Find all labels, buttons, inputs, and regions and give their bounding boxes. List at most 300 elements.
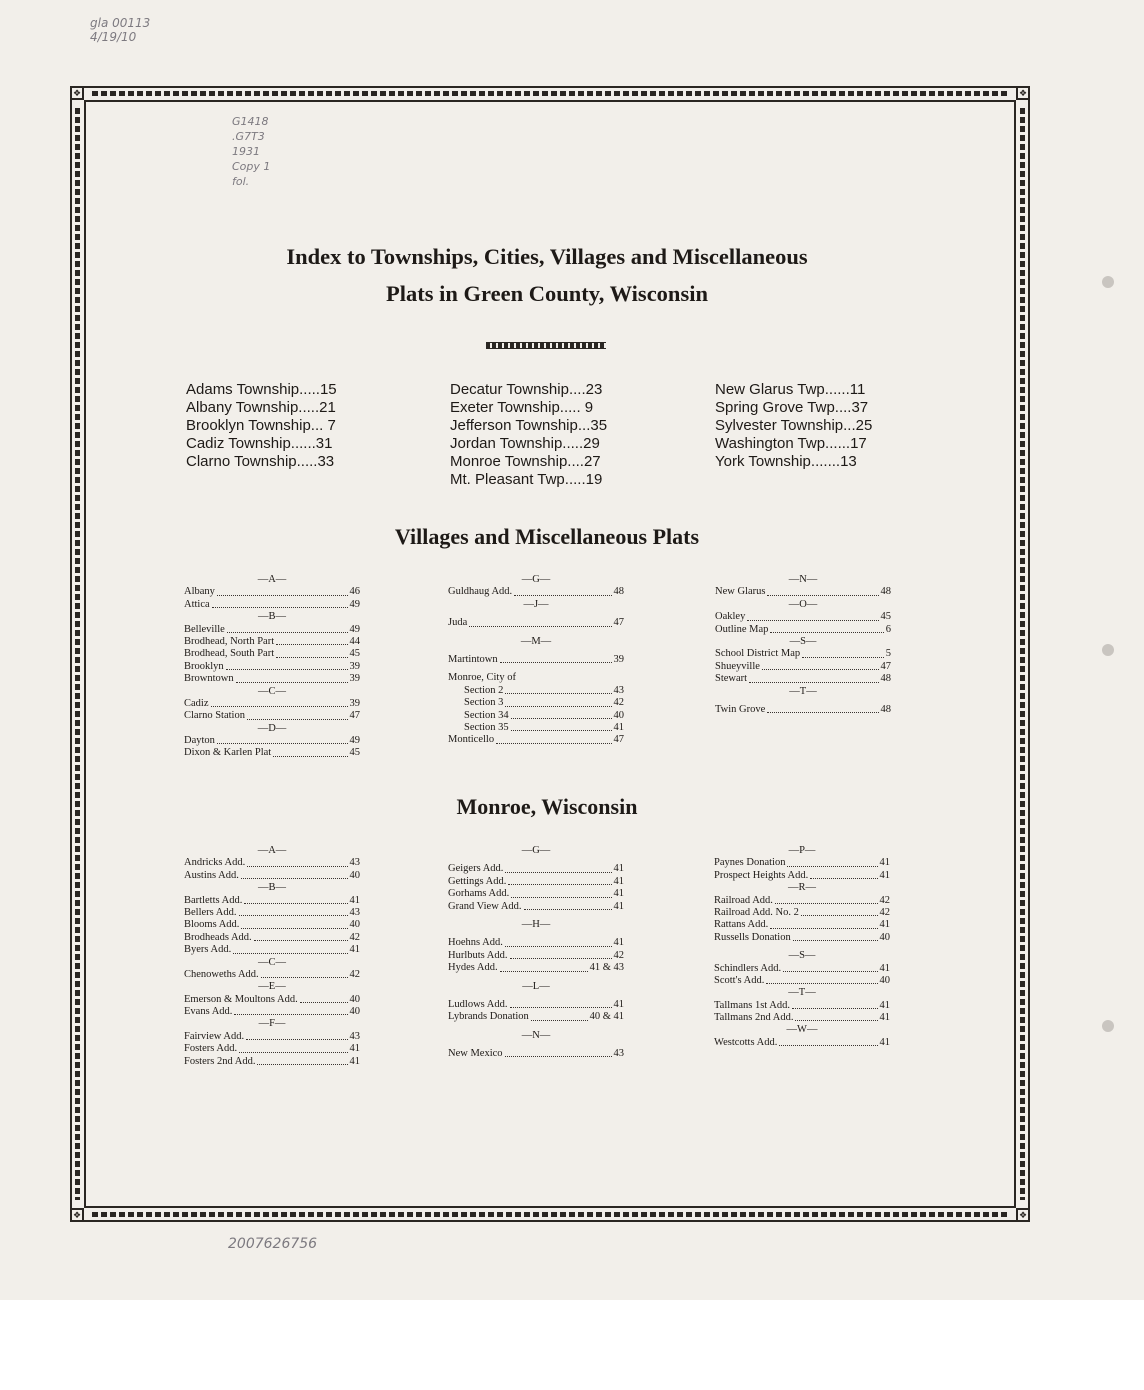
township-entry: Jordan Township.....29 [450,435,600,452]
dot-leader [801,907,878,916]
dot-leader [779,1037,877,1046]
entry-page-number: 45 [880,611,891,623]
letter-heading: —S— [789,635,817,647]
index-entry [184,599,360,611]
entry-page-number: 41 [349,1043,360,1055]
dot-leader [234,1006,347,1015]
entry-name: Evans Add. [184,1006,233,1018]
border-chain-top [92,91,1008,96]
villages-heading: Villages and Miscellaneous Plats [394,524,700,549]
letter-heading: —D— [257,722,287,734]
entry-page-number: 41 [613,998,624,1010]
letter-heading: —M— [520,635,552,647]
entry-name: Juda [448,617,468,629]
dot-leader [500,962,588,971]
index-entry [715,704,891,716]
entry-name: Brooklyn [184,660,224,672]
index-entry [184,624,360,636]
dot-leader [246,1031,347,1040]
index-entry [714,907,890,919]
index-entry [714,1012,890,1024]
dot-leader [514,586,611,595]
index-entry [184,919,360,931]
entry-name: Railroad Add. [714,894,773,906]
entry-page-number: 48 [880,586,891,598]
entry-name: Shueyville [715,660,760,672]
index-entry [448,937,624,949]
corner-ornament-icon: ❖ [1016,1208,1030,1222]
dot-leader [239,1043,347,1052]
entry-page-number: 44 [349,635,360,647]
entry-name: Twin Grove [715,703,766,715]
entry-name: Guldhaug Add. [448,586,513,598]
index-entry [448,734,624,746]
dot-leader [770,919,877,928]
entry-name: Westcotts Add. [714,1036,778,1048]
letter-heading: —B— [257,882,286,894]
index-entry [448,876,624,888]
dot-leader [510,950,612,959]
letter-heading: —O— [788,598,818,610]
entry-name: Ludlows Add. [448,998,508,1010]
entry-page-number: 40 [879,931,890,943]
entry-name: School District Map [715,648,801,660]
monroe-column-1 [184,845,360,1068]
index-entry [184,1031,360,1043]
entry-name: Albany [184,586,215,598]
dot-leader [747,611,878,620]
index-entry [184,944,360,956]
index-entry [184,1006,360,1018]
dot-leader [247,710,348,719]
index-entry [184,673,360,685]
letter-heading: —A— [257,845,287,856]
dot-leader [508,876,611,885]
dot-leader [505,863,611,872]
dot-leader [767,586,878,595]
entry-name: Lybrands Donation [448,1011,529,1023]
entry-page-number: 5 [885,648,891,660]
binder-hole [1102,1020,1114,1032]
index-entry [448,1048,624,1060]
index-entry [184,698,360,710]
entry-page-number: 39 [349,673,360,685]
entry-name: Hydes Add. [448,962,498,974]
index-entry [184,735,360,747]
index-entry [184,747,360,759]
letter-heading: —N— [521,1029,551,1041]
dot-leader [236,673,348,682]
entry-name: Cadiz [184,697,209,709]
index-entry [715,624,891,636]
dot-leader [511,710,612,719]
index-entry [184,1043,360,1055]
accession-date: 4/19/10 [90,30,137,45]
dot-leader [787,857,877,866]
dot-leader [793,932,878,941]
township-entry: New Glarus Twp......11 [715,381,866,398]
entry-name: Schindlers Add. [714,962,782,974]
entry-page-number: 48 [880,703,891,715]
border-chain-left [75,108,80,1200]
entry-page-number: 41 [613,863,624,875]
dot-leader [247,857,347,866]
entry-page-number: 47 [349,710,360,722]
border-chain-right [1020,108,1025,1200]
entry-name: Dixon & Karlen Plat [184,747,272,759]
township-column-2 [450,381,607,489]
entry-name: Austins Add. [184,869,239,881]
entry-page-number: 39 [613,653,624,665]
entry-page-number: 48 [880,673,891,685]
entry-page-number: 41 [349,894,360,906]
index-entry [448,1011,624,1023]
dot-leader [254,932,348,941]
index-entry [714,963,890,975]
dot-leader [795,1012,877,1021]
villages-column-1 [184,574,360,760]
index-entry [448,685,624,697]
handwritten-catalog-number: 2007626756 [228,1236,318,1252]
index-entry [184,895,360,907]
dot-leader [524,901,612,910]
letter-heading: —C— [257,685,286,697]
entry-name: Gettings Add. [448,875,507,887]
entry-name: Gorhams Add. [448,888,510,900]
dot-leader [241,870,348,879]
entry-name: Russells Donation [714,931,791,943]
dot-leader [770,624,883,633]
entry-name: Blooms Add. [184,919,240,931]
entry-page-number: 41 [613,888,624,900]
entry-name: Stewart [715,673,748,685]
entry-page-number: 41 [879,919,890,931]
entry-name: Brodheads Add. [184,931,252,943]
call-number-line: Copy 1 [232,160,271,173]
index-entry [184,857,360,869]
entry-name: Grand View Add. [448,900,522,912]
entry-name: Martintown [448,653,498,665]
index-entry [448,586,624,598]
entry-page-number: 40 [613,709,624,721]
index-entry [448,999,624,1011]
entry-page-number: 39 [349,660,360,672]
dot-leader [217,586,348,595]
entry-name: Chenoweths Add. [184,968,259,980]
entry-name: Monticello [448,734,495,746]
index-entry [715,661,891,673]
entry-name: Section 34 [464,709,509,721]
binder-hole [1102,644,1114,656]
entry-name: Browntown [184,673,234,685]
township-entry: Jefferson Township...35 [450,417,608,434]
township-entry: Mt. Pleasant Twp.....19 [450,471,603,488]
villages-column-2 [448,574,624,747]
index-entry [184,870,360,882]
entry-page-number: 41 [349,1055,360,1067]
index-entry [715,673,891,685]
entry-name: Oakley [715,611,746,623]
index-entry [714,895,890,907]
entry-page-number: 43 [349,1030,360,1042]
entry-page-number: 49 [349,623,360,635]
call-number-note [232,115,270,190]
entry-name: Paynes Donation [714,857,786,869]
entry-page-number: 43 [349,906,360,918]
entry-name: Outline Map [715,623,769,635]
entry-page-number: 41 [879,869,890,881]
entry-page-number: 42 [613,949,624,961]
dot-leader [212,599,348,608]
entry-name: Brodhead, South Part [184,648,275,660]
entry-page-number: 47 [880,660,891,672]
index-entry [448,962,624,974]
dot-leader [783,963,877,972]
entry-page-number: 41 [879,1036,890,1048]
corner-ornament-icon: ❖ [70,86,84,100]
monroe-column-2 [448,845,624,1060]
letter-heading: —T— [789,685,817,697]
pencil-accession-note [90,16,150,45]
township-entry: Washington Twp......17 [715,435,867,452]
dot-leader [505,685,611,694]
dot-leader [762,661,879,670]
letter-heading: —T— [788,987,816,999]
dot-leader [257,1056,347,1065]
entry-page-number: 45 [349,747,360,759]
call-number-line: G1418 [232,115,269,128]
entry-name: Emerson & Moultons Add. [184,993,298,1005]
index-entry [184,648,360,660]
letter-heading: —W— [786,1024,818,1036]
township-column-3 [715,381,872,471]
dot-leader [226,661,348,670]
index-entry [184,710,360,722]
entry-name: Section 35 [464,721,509,733]
index-entry [184,1056,360,1068]
dot-leader [233,944,347,953]
corner-ornament-icon: ❖ [1016,86,1030,100]
entry-name: Section 2 [464,684,504,696]
township-entry: Decatur Township....23 [450,381,603,398]
entry-page-number: 42 [349,968,360,980]
index-entry [715,586,891,598]
letter-heading: —B— [257,611,286,623]
accession-number: gla 00113 [90,16,151,30]
township-entry: Adams Township.....15 [186,381,337,398]
entry-page-number: 49 [349,598,360,610]
dot-leader [217,735,348,744]
letter-heading: —P— [788,845,816,856]
index-entry [448,863,624,875]
township-entry: Clarno Township.....33 [186,453,335,470]
entry-page-number: 41 [613,721,624,733]
entry-name: Bellers Add. [184,906,237,918]
letter-heading: —F— [258,1018,286,1030]
border-chain-bottom [92,1212,1008,1217]
letter-heading: —H— [521,918,551,930]
dot-leader [810,870,877,879]
monroe-column-3 [714,845,890,1049]
entry-page-number: 40 [879,974,890,986]
entry-page-number: 48 [613,586,624,598]
dot-leader [802,648,884,657]
letter-heading: —E— [258,981,286,993]
entry-page-number: 49 [349,735,360,747]
letter-heading: —N— [788,574,818,585]
index-entry [184,994,360,1006]
dot-leader [211,698,348,707]
dot-leader [505,1048,612,1057]
index-entry [184,969,360,981]
entry-page-number: 41 [613,875,624,887]
entry-name: Belleville [184,623,225,635]
index-entry [448,888,624,900]
letter-heading: —G— [521,845,551,856]
entry-page-number: 42 [879,906,890,918]
dot-leader [500,654,612,663]
index-entry [448,710,624,722]
dot-leader [505,937,612,946]
entry-page-number: 41 [613,937,624,949]
index-entry [714,932,890,944]
villages-column-3 [715,574,891,716]
entry-page-number: 40 & 41 [589,1011,624,1023]
entry-page-number: 41 [349,944,360,956]
township-entry: Sylvester Township...25 [715,417,873,434]
entry-page-number: 45 [349,648,360,660]
index-entry [448,722,624,734]
index-entry [715,648,891,660]
entry-page-number: 46 [349,586,360,598]
dot-leader [261,969,348,978]
call-number-line: fol. [232,175,250,188]
letter-heading: —C— [257,956,286,968]
entry-page-number: 40 [349,869,360,881]
index-entry [714,870,890,882]
entry-name: Geigers Add. [448,863,504,875]
entry-page-number: 40 [349,993,360,1005]
entry-name: Railroad Add. No. 2 [714,906,799,918]
index-entry [448,672,624,684]
index-entry [448,697,624,709]
binder-hole [1102,276,1114,288]
township-entry: Cadiz Township......31 [186,435,333,452]
township-entry: Brooklyn Township... 7 [186,417,336,434]
entry-name: Tallmans 1st Add. [714,999,790,1011]
index-entry [714,975,890,987]
entry-name: Clarno Station [184,710,245,722]
entry-page-number: 40 [349,919,360,931]
entry-name: Byers Add. [184,944,232,956]
letter-heading: —G— [521,574,551,585]
index-entry [714,919,890,931]
dot-leader [241,919,347,928]
index-entry [714,1000,890,1012]
entry-name: Section 3 [464,697,504,709]
index-entry [184,636,360,648]
entry-name: Fosters Add. [184,1043,238,1055]
title-line-1: Index to Townships, Cities, Villages and Miscellaneous [286,244,808,269]
entry-name: Scott's Add. [714,974,765,986]
index-entry [714,857,890,869]
page-title [150,238,944,312]
dot-leader [766,975,877,984]
call-number-line: .G7T3 [232,130,265,143]
entry-page-number: 39 [349,697,360,709]
entry-page-number: 40 [349,1006,360,1018]
dot-leader [239,907,348,916]
dot-leader [469,617,611,626]
entry-page-number: 42 [613,697,624,709]
entry-name: Tallmans 2nd Add. [714,1012,794,1024]
entry-name: Hoehns Add. [448,937,503,949]
index-entry [715,611,891,623]
entry-name: Fosters 2nd Add. [184,1055,256,1067]
index-entry [184,907,360,919]
entry-page-number: 41 [613,900,624,912]
dot-leader [276,636,347,645]
entry-page-number: 43 [613,1048,624,1060]
dot-leader [227,624,348,633]
entry-name: Monroe, City of [448,672,516,684]
entry-name: Bartletts Add. [184,894,243,906]
entry-page-number: 41 [879,999,890,1011]
entry-page-number: 43 [349,857,360,869]
entry-page-number: 41 & 43 [589,962,624,974]
township-entry: Monroe Township....27 [450,453,601,470]
entry-page-number: 43 [613,684,624,696]
entry-name: Andricks Add. [184,857,246,869]
entry-page-number: 41 [879,1012,890,1024]
dot-leader [244,895,347,904]
letter-heading: —J— [523,598,549,610]
entry-name: Hurlbuts Add. [448,949,508,961]
ornamental-divider [486,342,606,349]
entry-page-number: 47 [613,617,624,629]
monroe-heading: Monroe, Wisconsin [456,794,638,819]
entry-name: Attica [184,598,210,610]
entry-name: Prospect Heights Add. [714,869,809,881]
township-entry: Spring Grove Twp....37 [715,399,869,416]
entry-name: Brodhead, North Part [184,635,275,647]
index-entry [184,586,360,598]
dot-leader [518,672,622,681]
dot-leader [792,1000,878,1009]
entry-name: Fairview Add. [184,1030,245,1042]
letter-heading: —S— [788,950,816,962]
index-entry [448,654,624,666]
index-entry [448,901,624,913]
dot-leader [505,697,611,706]
letter-heading: —L— [522,980,550,992]
dot-leader [767,704,878,713]
index-entry [714,1037,890,1049]
letter-heading: —R— [787,882,816,894]
entry-page-number: 42 [349,931,360,943]
township-entry: Exeter Township..... 9 [450,399,594,416]
letter-heading: —A— [257,574,287,585]
title-line-2: Plats in Green County, Wisconsin [386,281,708,306]
index-entry [448,950,624,962]
entry-name: New Mexico [448,1048,503,1060]
entry-page-number: 41 [879,857,890,869]
entry-page-number: 42 [879,894,890,906]
entry-name: New Glarus [715,586,766,598]
dot-leader [510,999,612,1008]
entry-name: Dayton [184,735,215,747]
entry-page-number: 47 [613,734,624,746]
